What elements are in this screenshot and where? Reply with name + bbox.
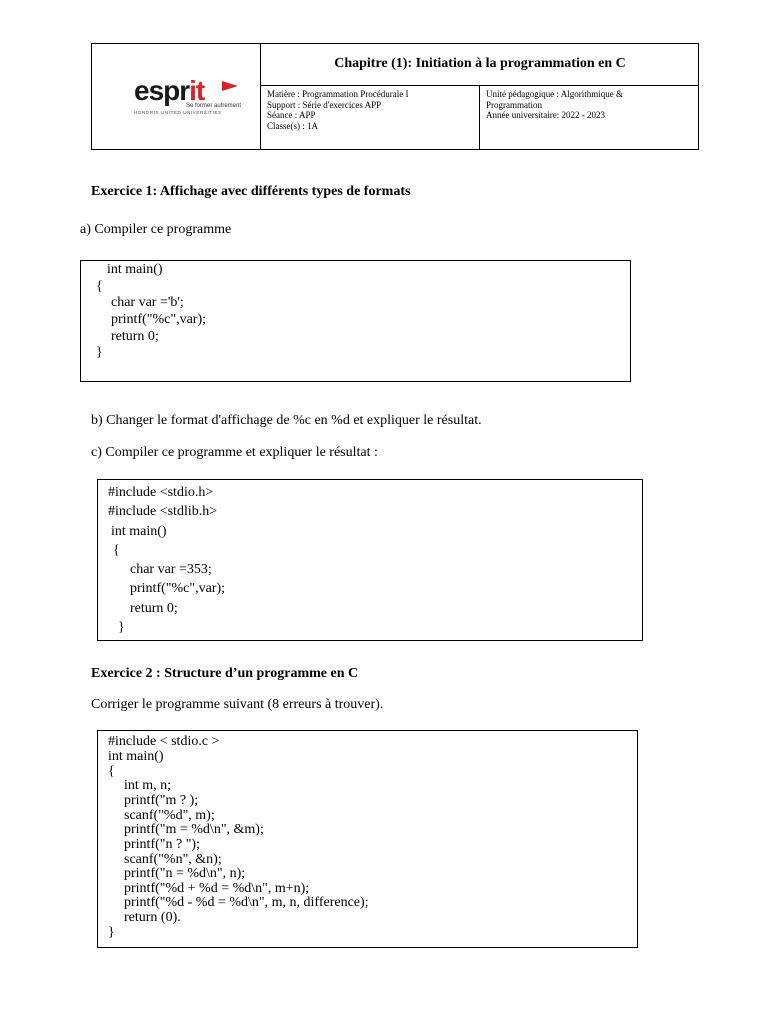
info-line: Unité pédagogique : Algorithmique & xyxy=(486,89,623,99)
code-line: } xyxy=(118,620,125,635)
code-line: #include < stdio.c > xyxy=(108,734,220,749)
code-line: printf("%d - %d = %d\n", m, n, difference); xyxy=(124,895,369,910)
exercise2-instruction: Corriger le programme suivant (8 erreurs à trouver). xyxy=(91,697,384,712)
code-line: { xyxy=(96,279,103,294)
code-line: int main() xyxy=(108,749,164,764)
info-line: Séance : APP xyxy=(267,110,316,120)
code-line: char var ='b'; xyxy=(111,295,184,310)
code-line: printf("%c",var); xyxy=(111,312,206,327)
exercise1-title: Exercice 1: Affichage avec différents types de formats xyxy=(91,184,411,199)
code-block-a xyxy=(80,260,631,382)
code-line: #include <stdio.h> xyxy=(108,485,214,500)
info-line: Programmation xyxy=(486,99,542,110)
logo-subtitle: HONORIS UNITED UNIVERSITIES xyxy=(134,110,222,115)
code-line: return 0; xyxy=(130,601,178,616)
exercise1-part-c: c) Compiler ce programme et expliquer le résultat : xyxy=(91,445,378,460)
code-line: char var =353; xyxy=(130,562,212,577)
exercise1-part-a: a) Compiler ce programme xyxy=(80,222,232,237)
course-info xyxy=(261,86,480,150)
flag-icon xyxy=(222,81,238,91)
chapter-title: Chapitre (1): Initiation à la programmation en C xyxy=(261,43,699,86)
code-line: } xyxy=(108,925,115,940)
code-line: printf("m ? ); xyxy=(124,793,199,808)
code-line: printf("%c",var); xyxy=(130,581,225,596)
info-line: Classe(s) : 1A xyxy=(267,120,318,131)
code-line: return 0; xyxy=(111,329,159,344)
code-line: { xyxy=(108,764,115,779)
esprit-logo xyxy=(130,75,250,119)
code-line: { xyxy=(113,543,120,558)
code-line: #include <stdlib.h> xyxy=(108,504,218,519)
exercise2-title: Exercice 2 : Structure d’un programme en C xyxy=(91,666,359,681)
code-line: int main() xyxy=(111,524,167,539)
logo-tagline: Se former autrement xyxy=(186,103,242,109)
exercise1-part-b: b) Changer le format d'affichage de %c en %d et expliquer le résultat. xyxy=(91,413,482,428)
code-block-exercise2 xyxy=(97,730,638,948)
code-line: } xyxy=(96,345,103,360)
info-line: Matière : Programmation Procédurale I xyxy=(267,89,409,99)
unit-info xyxy=(480,86,699,150)
code-block-c xyxy=(97,479,643,641)
code-line: printf("m = %d\n", &m); xyxy=(124,822,264,837)
info-line: Support : Série d'exercices APP xyxy=(267,99,382,110)
code-line: printf("n = %d\n", n); xyxy=(124,866,246,881)
code-line: int m, n; xyxy=(124,778,172,793)
code-line: scanf("%d", m); xyxy=(124,808,215,823)
logo-word-accent: it xyxy=(189,75,205,106)
info-line: Année universitaire: 2022 - 2023 xyxy=(486,110,605,120)
code-line: int main() xyxy=(107,262,163,277)
code-line: printf("n ? "); xyxy=(124,837,200,852)
logo-word-main: espr xyxy=(134,75,190,106)
code-line: scanf("%n", &n); xyxy=(124,852,222,867)
code-line: return (0). xyxy=(124,910,181,925)
code-line: printf("%d + %d = %d\n", m+n); xyxy=(124,881,310,896)
